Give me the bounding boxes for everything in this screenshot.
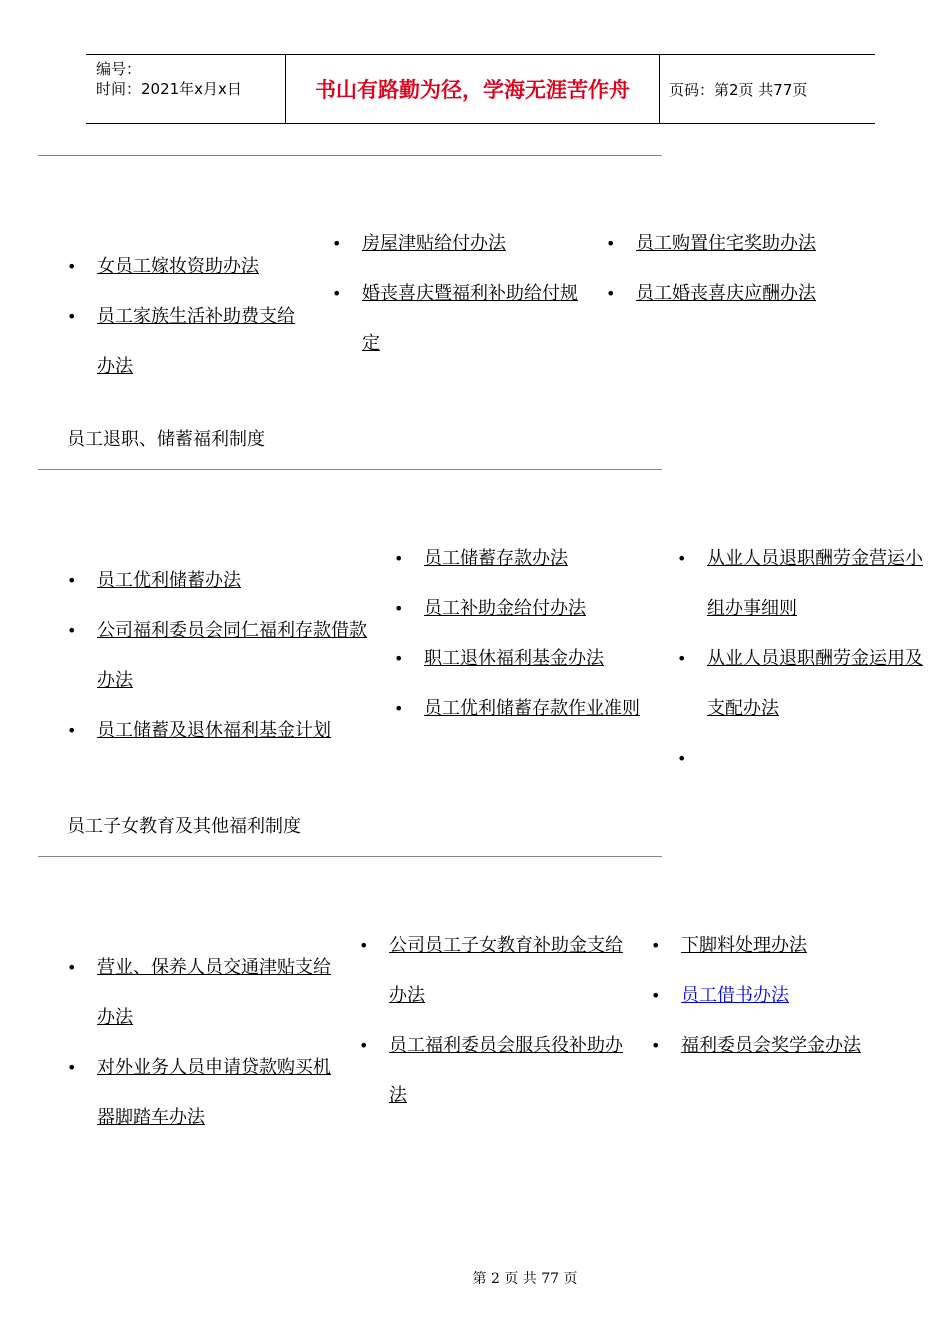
list-item[interactable]: • 房屋津贴给付办法 [332, 219, 587, 269]
list-item[interactable]: • 从业人员退职酬劳金营运小组办事细则 [677, 534, 929, 634]
list-column [332, 219, 587, 369]
list-column [606, 219, 846, 319]
list-item[interactable]: • 员工补助金给付办法 [394, 584, 656, 634]
list-item[interactable]: • 员工购置住宅奖助办法 [606, 219, 846, 269]
list-item[interactable]: • 员工储蓄及退休福利基金计划 [67, 706, 377, 756]
list-item[interactable]: • 员工优利储蓄办法 [67, 556, 377, 606]
time-label: 时间：2021年x月x日 [96, 80, 242, 98]
list-item[interactable]: • 职工退休福利基金办法 [394, 634, 656, 684]
list-item[interactable]: • 从业人员退职酬劳金运用及支配办法 [677, 634, 929, 734]
section-divider [38, 856, 662, 857]
list-item[interactable]: • 公司员工子女教育补助金支给办法 [359, 921, 624, 1021]
list-column [67, 943, 332, 1143]
list-item[interactable]: • 公司福利委员会同仁福利存款借款办法 [67, 606, 377, 706]
list-item[interactable]: • 员工优利储蓄存款作业准则 [394, 684, 656, 734]
list-item[interactable]: • 员工储蓄存款办法 [394, 534, 656, 584]
header-meta [86, 55, 286, 123]
header-page-label: 页码：第2页 共77页 [669, 80, 808, 99]
list-item[interactable]: • 对外业务人员申请贷款购买机器脚踏车办法 [67, 1043, 332, 1143]
list-item[interactable]: • 员工福利委员会服兵役补助办法 [359, 1021, 624, 1121]
section-divider [38, 469, 662, 470]
list-column [67, 242, 312, 392]
list-column [394, 534, 656, 734]
number-label: 编号： [96, 60, 142, 78]
list-item[interactable]: • 婚丧喜庆暨福利补助给付规定 [332, 269, 587, 369]
page-header [86, 54, 875, 124]
section-heading: 员工子女教育及其他福利制度 [67, 816, 301, 837]
header-motto: 书山有路勤为径，学海无涯苦作舟 [286, 55, 660, 123]
section-heading: 员工退职、储蓄福利制度 [67, 429, 265, 450]
list-column [677, 534, 929, 734]
list-item[interactable]: • 福利委员会奖学金办法 [651, 1021, 891, 1071]
list-item[interactable]: • 员工家族生活补助费支给办法 [67, 292, 312, 392]
section-divider [38, 155, 662, 156]
list-item[interactable]: • 下脚料处理办法 [651, 921, 891, 971]
list-item-link[interactable]: • 员工借书办法 [651, 971, 891, 1021]
list-column [651, 921, 891, 1071]
list-item[interactable]: • 员工婚丧喜庆应酬办法 [606, 269, 846, 319]
page-footer: 第 2 页 共 77 页 [472, 1271, 578, 1287]
list-item[interactable]: • 女员工嫁妆资助办法 [67, 242, 312, 292]
list-column [359, 921, 624, 1121]
list-item[interactable]: • 营业、保养人员交通津贴支给办法 [67, 943, 332, 1043]
list-column [67, 556, 377, 756]
